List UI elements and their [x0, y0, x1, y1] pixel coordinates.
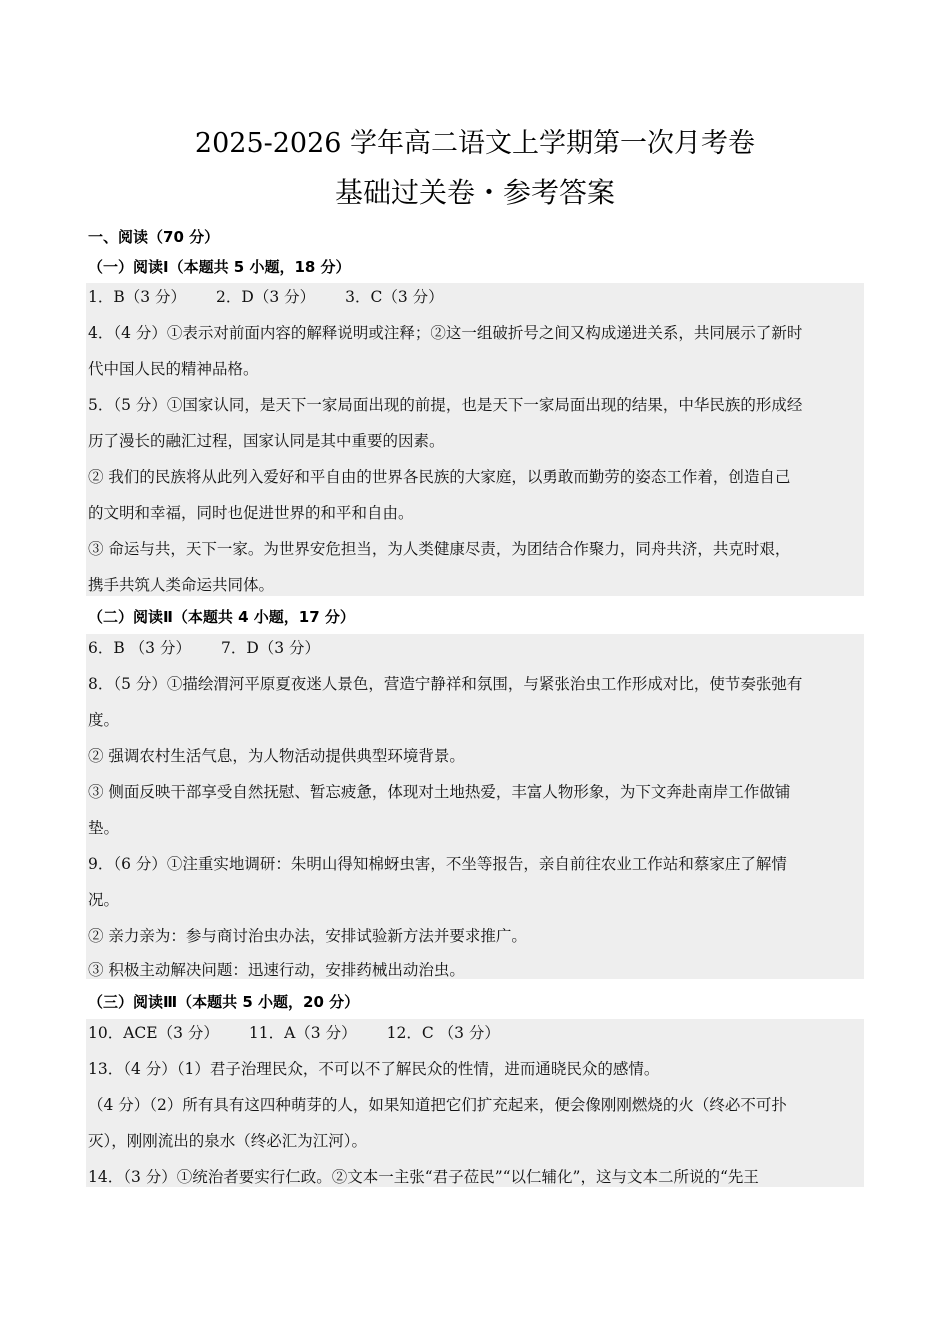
- answer-13-line-3: 灭），刚刚流出的泉水（终必汇为江河）。: [88, 1132, 368, 1150]
- answers-10-12: [88, 1022, 500, 1044]
- answer-5-line-5: ③ 命运与共，天下一家。为世界安危担当，为人类健康尽责，为团结合作聚力，同舟共济，共克时艰，: [88, 540, 791, 558]
- answer-8-line-3: ② 强调农村生活气息，为人物活动提供典型环境背景。: [88, 747, 465, 765]
- section-reading-heading: 一、阅读（70 分）: [88, 228, 220, 246]
- answer-8-line-1: 8．（5 分）①描绘渭河平原夏夜迷人景色，营造宁静祥和氛围，与紧张治虫工作形成对比，使节奏张弛有: [88, 675, 803, 693]
- answer-14-line-1: 14．（3 分）①统治者要实行仁政。②文本一主张“君子莅民”“以仁辅化”，这与文本二所说的“先王: [88, 1168, 759, 1186]
- answer-11: 11．A（3 分）: [248, 1024, 357, 1042]
- answer-13-line-1: 13．（4 分）（1）君子治理民众，不可以不了解民众的性情，进而通晓民众的感情。: [88, 1060, 660, 1078]
- answer-5-line-1: 5．（5 分）①国家认同，是天下一家局面出现的前提，也是天下一家局面出现的结果，中华民族的形成经: [88, 396, 803, 414]
- document-title: 2025-2026 学年高二语文上学期第一次月考卷: [194, 128, 756, 159]
- answers-1-3: [88, 286, 444, 308]
- answer-2: 2．D（3 分）: [216, 288, 316, 306]
- answer-5-line-6: 携手共筑人类命运共同体。: [88, 576, 275, 594]
- answer-12: 12．C （3 分）: [386, 1024, 500, 1042]
- answers-6-7: [88, 637, 320, 659]
- answer-8-line-5: 垫。: [88, 819, 120, 837]
- answer-8-line-4: ③ 侧面反映干部享受自然抚慰、暂忘疲惫，体现对土地热爱，丰富人物形象，为下文奔赴南岸工作做铺: [88, 783, 791, 801]
- answer-9-line-3: ② 亲力亲为：参与商讨治虫办法，安排试验新方法并要求推广。: [88, 927, 527, 945]
- answer-13-line-2: （4 分）（2）所有具有这四种萌芽的人，如果知道把它们扩充起来，便会像刚刚燃烧的火（终必不可扑: [88, 1096, 787, 1114]
- answer-5-line-2: 历了漫长的融汇过程，国家认同是其中重要的因素。: [88, 432, 445, 450]
- part3-heading: （三）阅读Ⅲ（本题共 5 小题，20 分）: [88, 993, 360, 1011]
- answer-3: 3．C（3 分）: [345, 288, 444, 306]
- answer-7: 7．D（3 分）: [220, 639, 321, 657]
- answer-4-line-2: 代中国人民的精神品格。: [88, 360, 259, 378]
- answer-5-line-4: 的文明和幸福，同时也促进世界的和平和自由。: [88, 504, 414, 522]
- answer-6: 6．B （3 分）: [88, 639, 191, 657]
- document-subtitle: 基础过关卷・参考答案: [334, 176, 615, 209]
- answer-1: 1．B（3 分）: [88, 288, 187, 306]
- answer-4-line-1: 4．（4 分）①表示对前面内容的解释说明或注释；②这一组破折号之间又构成递进关系，共同展示了新时: [88, 324, 803, 342]
- answer-9-line-2: 况。: [88, 891, 120, 909]
- part1-heading: （一）阅读Ⅰ（本题共 5 小题，18 分）: [88, 258, 351, 276]
- part2-heading: （二）阅读Ⅱ（本题共 4 小题，17 分）: [88, 608, 355, 626]
- answer-9-line-4: ③ 积极主动解决问题：迅速行动，安排药械出动治虫。: [88, 961, 465, 979]
- answer-9-line-1: 9．（6 分）①注重实地调研：朱明山得知棉蚜虫害，不坐等报告，亲自前往农业工作站和蔡家庄了解情: [88, 855, 787, 873]
- answer-5-line-3: ② 我们的民族将从此列入爱好和平自由的世界各民族的大家庭，以勇敢而勤劳的姿态工作着，创造自己: [88, 468, 791, 486]
- answer-8-line-2: 度。: [88, 711, 120, 729]
- answer-10: 10．ACE（3 分）: [88, 1024, 219, 1042]
